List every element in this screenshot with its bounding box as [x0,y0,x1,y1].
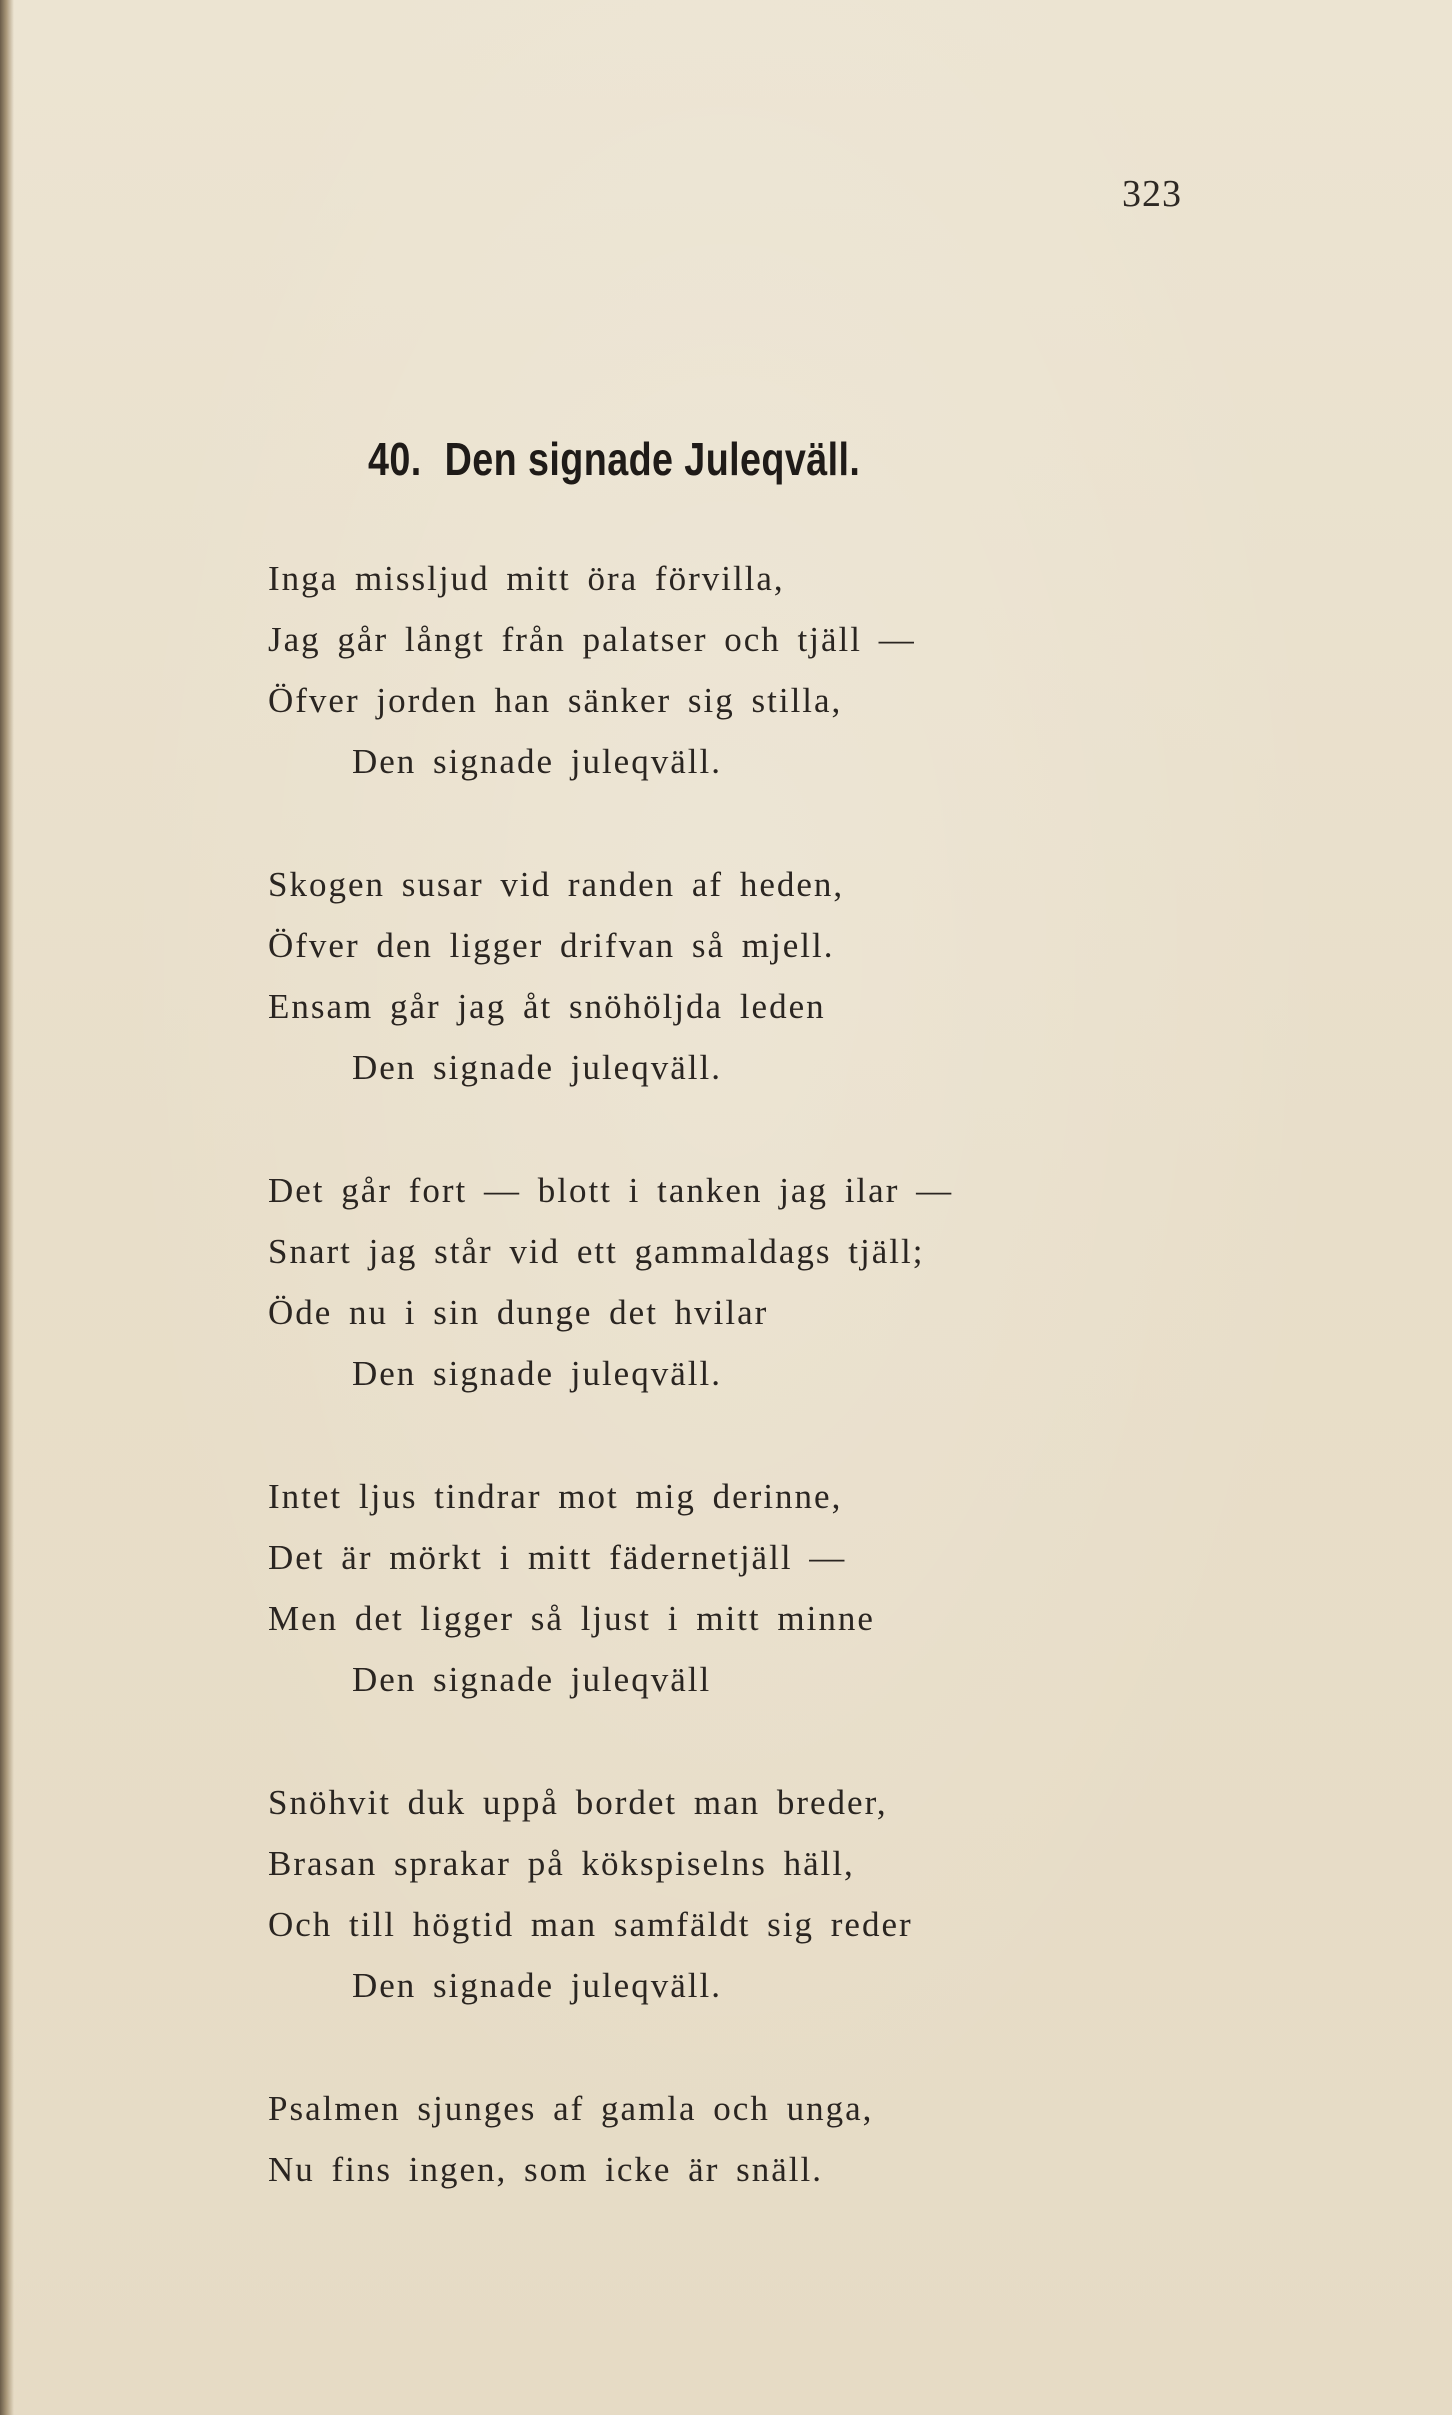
poem-title [368,432,860,486]
stanza [268,854,1168,1098]
poem-line: Snart jag står vid ett gammaldags tjäll; [268,1232,925,1271]
poem-title-text: Den signade Juleqväll. [444,433,861,485]
poem-line: Men det ligger så ljust i mitt minne [268,1599,875,1638]
poem-line: Brasan sprakar på kökspiselns häll, [268,1844,855,1883]
poem-line: Snöhvit duk uppå bordet man breder, [268,1783,888,1822]
poem-line: Ensam går jag åt snöhöljda leden [268,987,826,1026]
poem-line: Skogen susar vid randen af heden, [268,865,845,904]
page-binding-edge [0,0,14,2415]
poem-line: Och till högtid man samfäldt sig reder [268,1905,913,1944]
poem-line: Öfver den ligger drifvan så mjell. [268,926,835,965]
refrain-line: Den signade juleqväll. [352,1966,722,2005]
page-number: 323 [1122,173,1182,215]
refrain-line: Den signade juleqväll. [352,1354,722,1393]
stanza [268,1160,1168,1404]
poem-line: Jag går långt från palatser och tjäll — [268,620,916,659]
poem-line: Öfver jorden han sänker sig stilla, [268,681,843,720]
poem-line: Inga missljud mitt öra förvilla, [268,559,785,598]
poem-line: Nu fins ingen, som icke är snäll. [268,2150,823,2189]
stanza [268,2078,1168,2200]
refrain-line: Den signade juleqväll [352,1660,712,1699]
refrain-line: Den signade juleqväll. [352,742,722,781]
refrain-line: Den signade juleqväll. [352,1048,722,1087]
poem-line: Intet ljus tindrar mot mig derinne, [268,1477,843,1516]
stanza [268,548,1168,792]
stanza [268,1772,1168,2016]
poem-line: Psalmen sjunges af gamla och unga, [268,2089,874,2128]
poem-number: 40. [368,433,422,485]
poem-line: Det går fort — blott i tanken jag ilar — [268,1171,954,1210]
stanza [268,1466,1168,1710]
poem-line: Öde nu i sin dunge det hvilar [268,1293,769,1332]
poem-body [268,548,1168,2262]
poem-line: Det är mörkt i mitt fädernetjäll — [268,1538,847,1577]
